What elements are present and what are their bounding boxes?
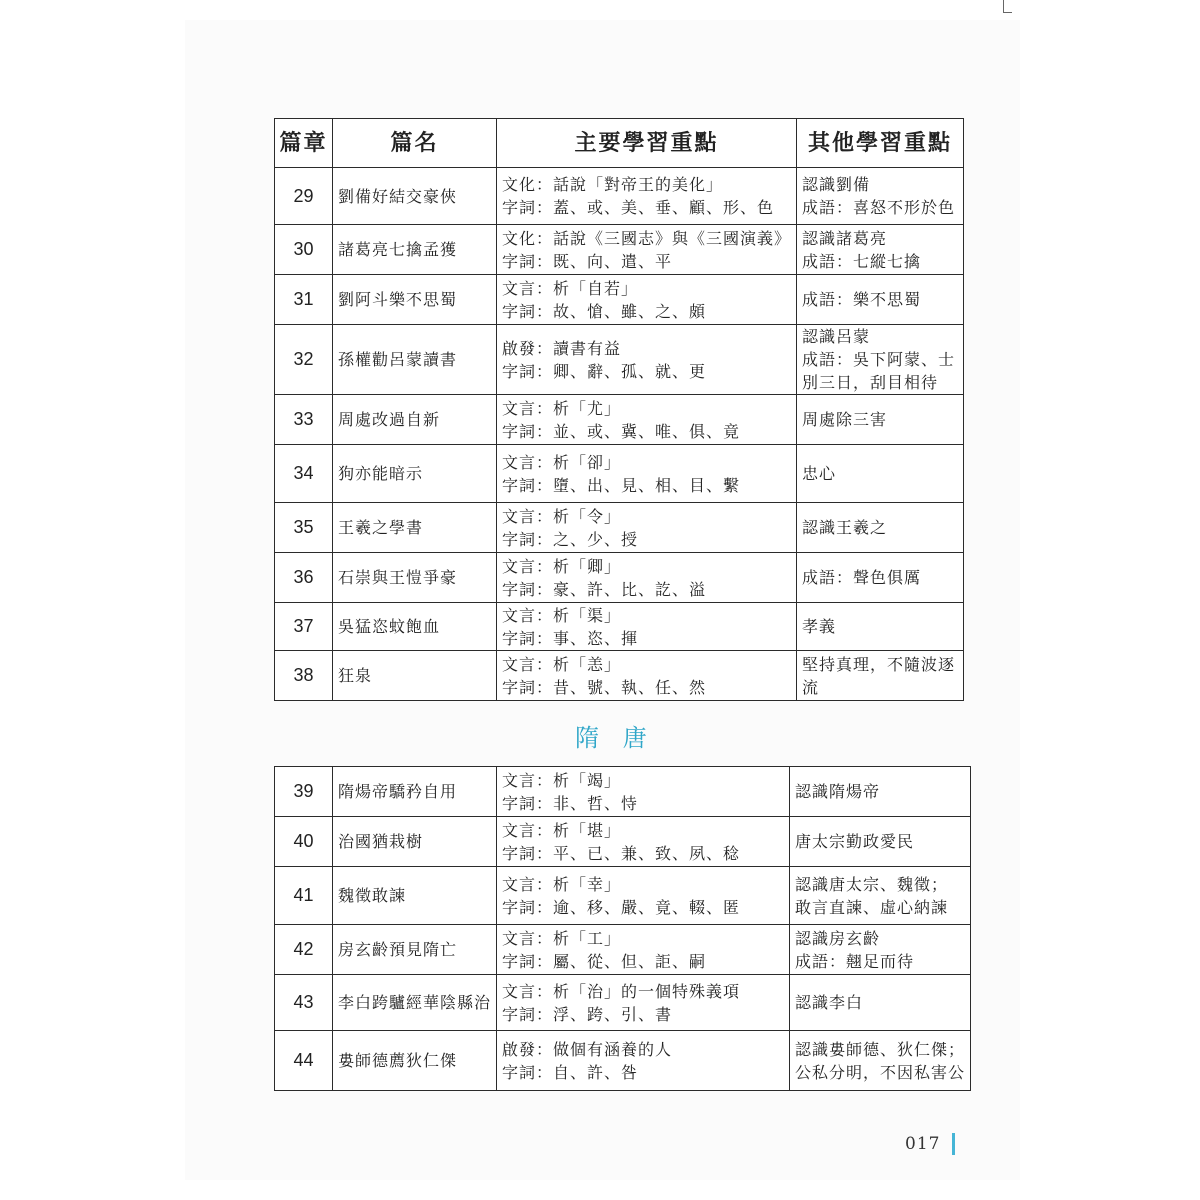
main-focus-line: 字詞：故、愴、雖、之、頗 [502,301,707,321]
lesson-title: 治國猶栽樹 [333,817,497,867]
main-focus-line: 啟發：讀書有益 [502,338,622,358]
other-focus-cell [790,767,971,817]
crop-mark [1003,0,1012,13]
lesson-title: 狗亦能暗示 [333,445,497,503]
lesson-title: 劉阿斗樂不思蜀 [333,275,497,325]
main-focus-line: 字詞：豪、許、比、訖、溢 [502,579,707,599]
other-focus-line: 認識李白 [795,993,864,1012]
main-focus-line: 字詞：自、許、咎 [502,1062,639,1082]
lesson-title: 吳猛恣蚊飽血 [333,603,497,651]
other-focus-cell [790,975,971,1031]
table-row [275,225,964,275]
main-focus-line: 字詞：墮、出、見、相、目、繫 [502,475,741,495]
other-focus-line: 成語：翹足而待 [795,951,915,971]
chapter-number: 32 [275,325,333,395]
main-focus-line: 字詞：並、或、冀、唯、俱、竟 [502,421,741,441]
table-row [275,275,964,325]
main-focus-line: 文言：析「自若」 [502,278,639,298]
table-row [275,975,971,1031]
main-focus-line: 文言：析「竭」 [502,770,622,790]
other-focus-line: 認識婁師德、狄仁傑； [795,1039,966,1059]
chapter-number: 43 [275,975,333,1031]
other-focus-cell [797,503,964,553]
main-focus-line: 字詞：之、少、授 [502,529,639,549]
main-focus-line: 文言：析「卻」 [502,452,622,472]
table-row [275,817,971,867]
main-focus-line: 文言：析「恙」 [502,654,622,674]
other-focus-line: 認識隋煬帝 [795,782,881,801]
table-row [275,603,964,651]
other-focus-cell [797,553,964,603]
other-focus-line: 成語：吳下阿蒙、士 [802,350,956,369]
header-other-focus: 其他學習重點 [797,119,964,168]
other-focus-cell [797,325,964,395]
chapter-number: 36 [275,553,333,603]
lesson-title: 劉備好結交豪俠 [333,168,497,225]
chapter-number: 31 [275,275,333,325]
main-focus-cell [497,445,797,503]
chapter-number: 37 [275,603,333,651]
main-focus-line: 字詞：浮、跨、引、書 [502,1004,673,1024]
main-focus-line: 字詞：昔、號、執、任、然 [502,677,707,697]
other-focus-line: 認識劉備 [802,175,871,194]
main-focus-cell [497,1031,790,1091]
table-row [275,867,971,925]
main-focus-line: 字詞：屬、從、但、詎、嗣 [502,951,707,971]
main-focus-line: 字詞：卿、辭、孤、就、更 [502,361,707,381]
other-focus-line: 敢言直諫、虛心納諫 [795,897,949,917]
chapter-number: 30 [275,225,333,275]
main-focus-line: 文言：析「卿」 [502,556,622,576]
main-focus-line: 字詞：既、向、遣、平 [502,251,673,271]
main-focus-cell [497,817,790,867]
chapter-number: 35 [275,503,333,553]
main-focus-cell [497,168,797,225]
other-focus-line: 唐太宗勤政愛民 [795,832,915,851]
main-focus-cell [497,975,790,1031]
main-focus-cell [497,225,797,275]
other-focus-line: 認識諸葛亮 [802,228,888,248]
other-focus-cell [797,275,964,325]
other-focus-line: 認識王羲之 [802,518,888,537]
lesson-title: 石崇與王愷爭豪 [333,553,497,603]
other-focus-cell [797,651,964,701]
chapter-number: 39 [275,767,333,817]
main-focus-line: 文化：話說「對帝王的美化」 [502,175,724,194]
table-row [275,767,971,817]
table-row [275,553,964,603]
other-focus-line: 流 [802,677,820,697]
page-number-bar [952,1133,955,1155]
other-focus-cell [790,817,971,867]
main-focus-line: 字詞：平、已、兼、致、夙、稔 [502,843,741,863]
other-focus-cell [797,225,964,275]
chapter-number: 40 [275,817,333,867]
lesson-title: 婁師德薦狄仁傑 [333,1031,497,1091]
lesson-title: 房玄齡預見隋亡 [333,925,497,975]
main-focus-line: 文言：析「治」的一個特殊義項 [502,981,741,1001]
chapter-number: 33 [275,395,333,445]
other-focus-line: 認識唐太宗、魏徵； [795,874,949,894]
main-focus-cell [497,767,790,817]
other-focus-line: 忠心 [802,464,837,483]
table-row [275,925,971,975]
other-focus-line: 成語：聲色俱厲 [802,568,922,587]
main-focus-line: 字詞：非、哲、恃 [502,793,639,813]
main-focus-cell [497,325,797,395]
table-header-row [275,119,964,168]
main-focus-cell [497,867,790,925]
other-focus-cell [797,395,964,445]
main-focus-cell [497,651,797,701]
table-row [275,1031,971,1091]
section-heading: 隋 唐 [575,724,655,752]
other-focus-line: 成語：樂不思蜀 [802,290,922,309]
lesson-title: 王羲之學書 [333,503,497,553]
other-focus-cell [797,168,964,225]
other-focus-line: 孝義 [802,617,837,636]
lesson-table-bottom [274,766,971,1091]
lesson-title: 隋煬帝驕矜自用 [333,767,497,817]
table-row [275,395,964,445]
other-focus-line: 別三日，刮目相待 [802,373,939,392]
table-row [275,168,964,225]
other-focus-cell [790,925,971,975]
header-chapter: 篇章 [275,119,333,168]
lesson-title: 李白跨驢經華陰縣治 [333,975,497,1031]
main-focus-cell [497,395,797,445]
chapter-number: 41 [275,867,333,925]
main-focus-cell [497,503,797,553]
main-focus-line: 文言：析「尤」 [502,398,622,418]
main-focus-line: 文言：析「幸」 [502,874,622,894]
main-focus-line: 文化：話說《三國志》與《三國演義》 [502,228,792,248]
main-focus-cell [497,603,797,651]
lesson-title: 狂泉 [333,651,497,701]
table-row [275,325,964,395]
header-title: 篇名 [333,119,497,168]
lesson-title: 魏徵敢諫 [333,867,497,925]
chapter-number: 38 [275,651,333,701]
table-row [275,651,964,701]
lesson-title: 孫權勸呂蒙讀書 [333,325,497,395]
other-focus-line: 成語：喜怒不形於色 [802,198,956,217]
lesson-title: 諸葛亮七擒孟獲 [333,225,497,275]
main-focus-cell [497,925,790,975]
lesson-title: 周處改過自新 [333,395,497,445]
chapter-number: 44 [275,1031,333,1091]
main-focus-line: 字詞：蓋、或、美、垂、顧、形、色 [502,198,775,217]
main-focus-line: 文言：析「堪」 [502,820,622,840]
other-focus-line: 成語：七縱七擒 [802,251,922,271]
main-focus-line: 文言：析「渠」 [502,605,622,625]
other-focus-line: 認識呂蒙 [802,327,871,346]
other-focus-cell [790,1031,971,1091]
other-focus-cell [790,867,971,925]
chapter-number: 34 [275,445,333,503]
other-focus-line: 公私分明，不因私害公 [795,1062,966,1082]
main-focus-line: 字詞：事、恣、揮 [502,628,639,648]
other-focus-line: 堅持真理，不隨波逐 [802,654,956,674]
main-focus-cell [497,553,797,603]
other-focus-cell [797,445,964,503]
other-focus-line: 周處除三害 [802,410,888,429]
main-focus-line: 字詞：逾、移、嚴、竟、輟、匿 [502,897,741,917]
chapter-number: 29 [275,168,333,225]
main-focus-line: 文言：析「令」 [502,506,622,526]
chapter-number: 42 [275,925,333,975]
table-row [275,503,964,553]
main-focus-cell [497,275,797,325]
page-number: 017 [905,1134,941,1154]
other-focus-line: 認識房玄齡 [795,928,881,948]
lesson-table-top [274,118,964,701]
table-row [275,445,964,503]
other-focus-cell [797,603,964,651]
main-focus-line: 啟發：做個有涵養的人 [502,1039,673,1059]
main-focus-line: 文言：析「工」 [502,928,622,948]
header-main-focus: 主要學習重點 [497,119,797,168]
